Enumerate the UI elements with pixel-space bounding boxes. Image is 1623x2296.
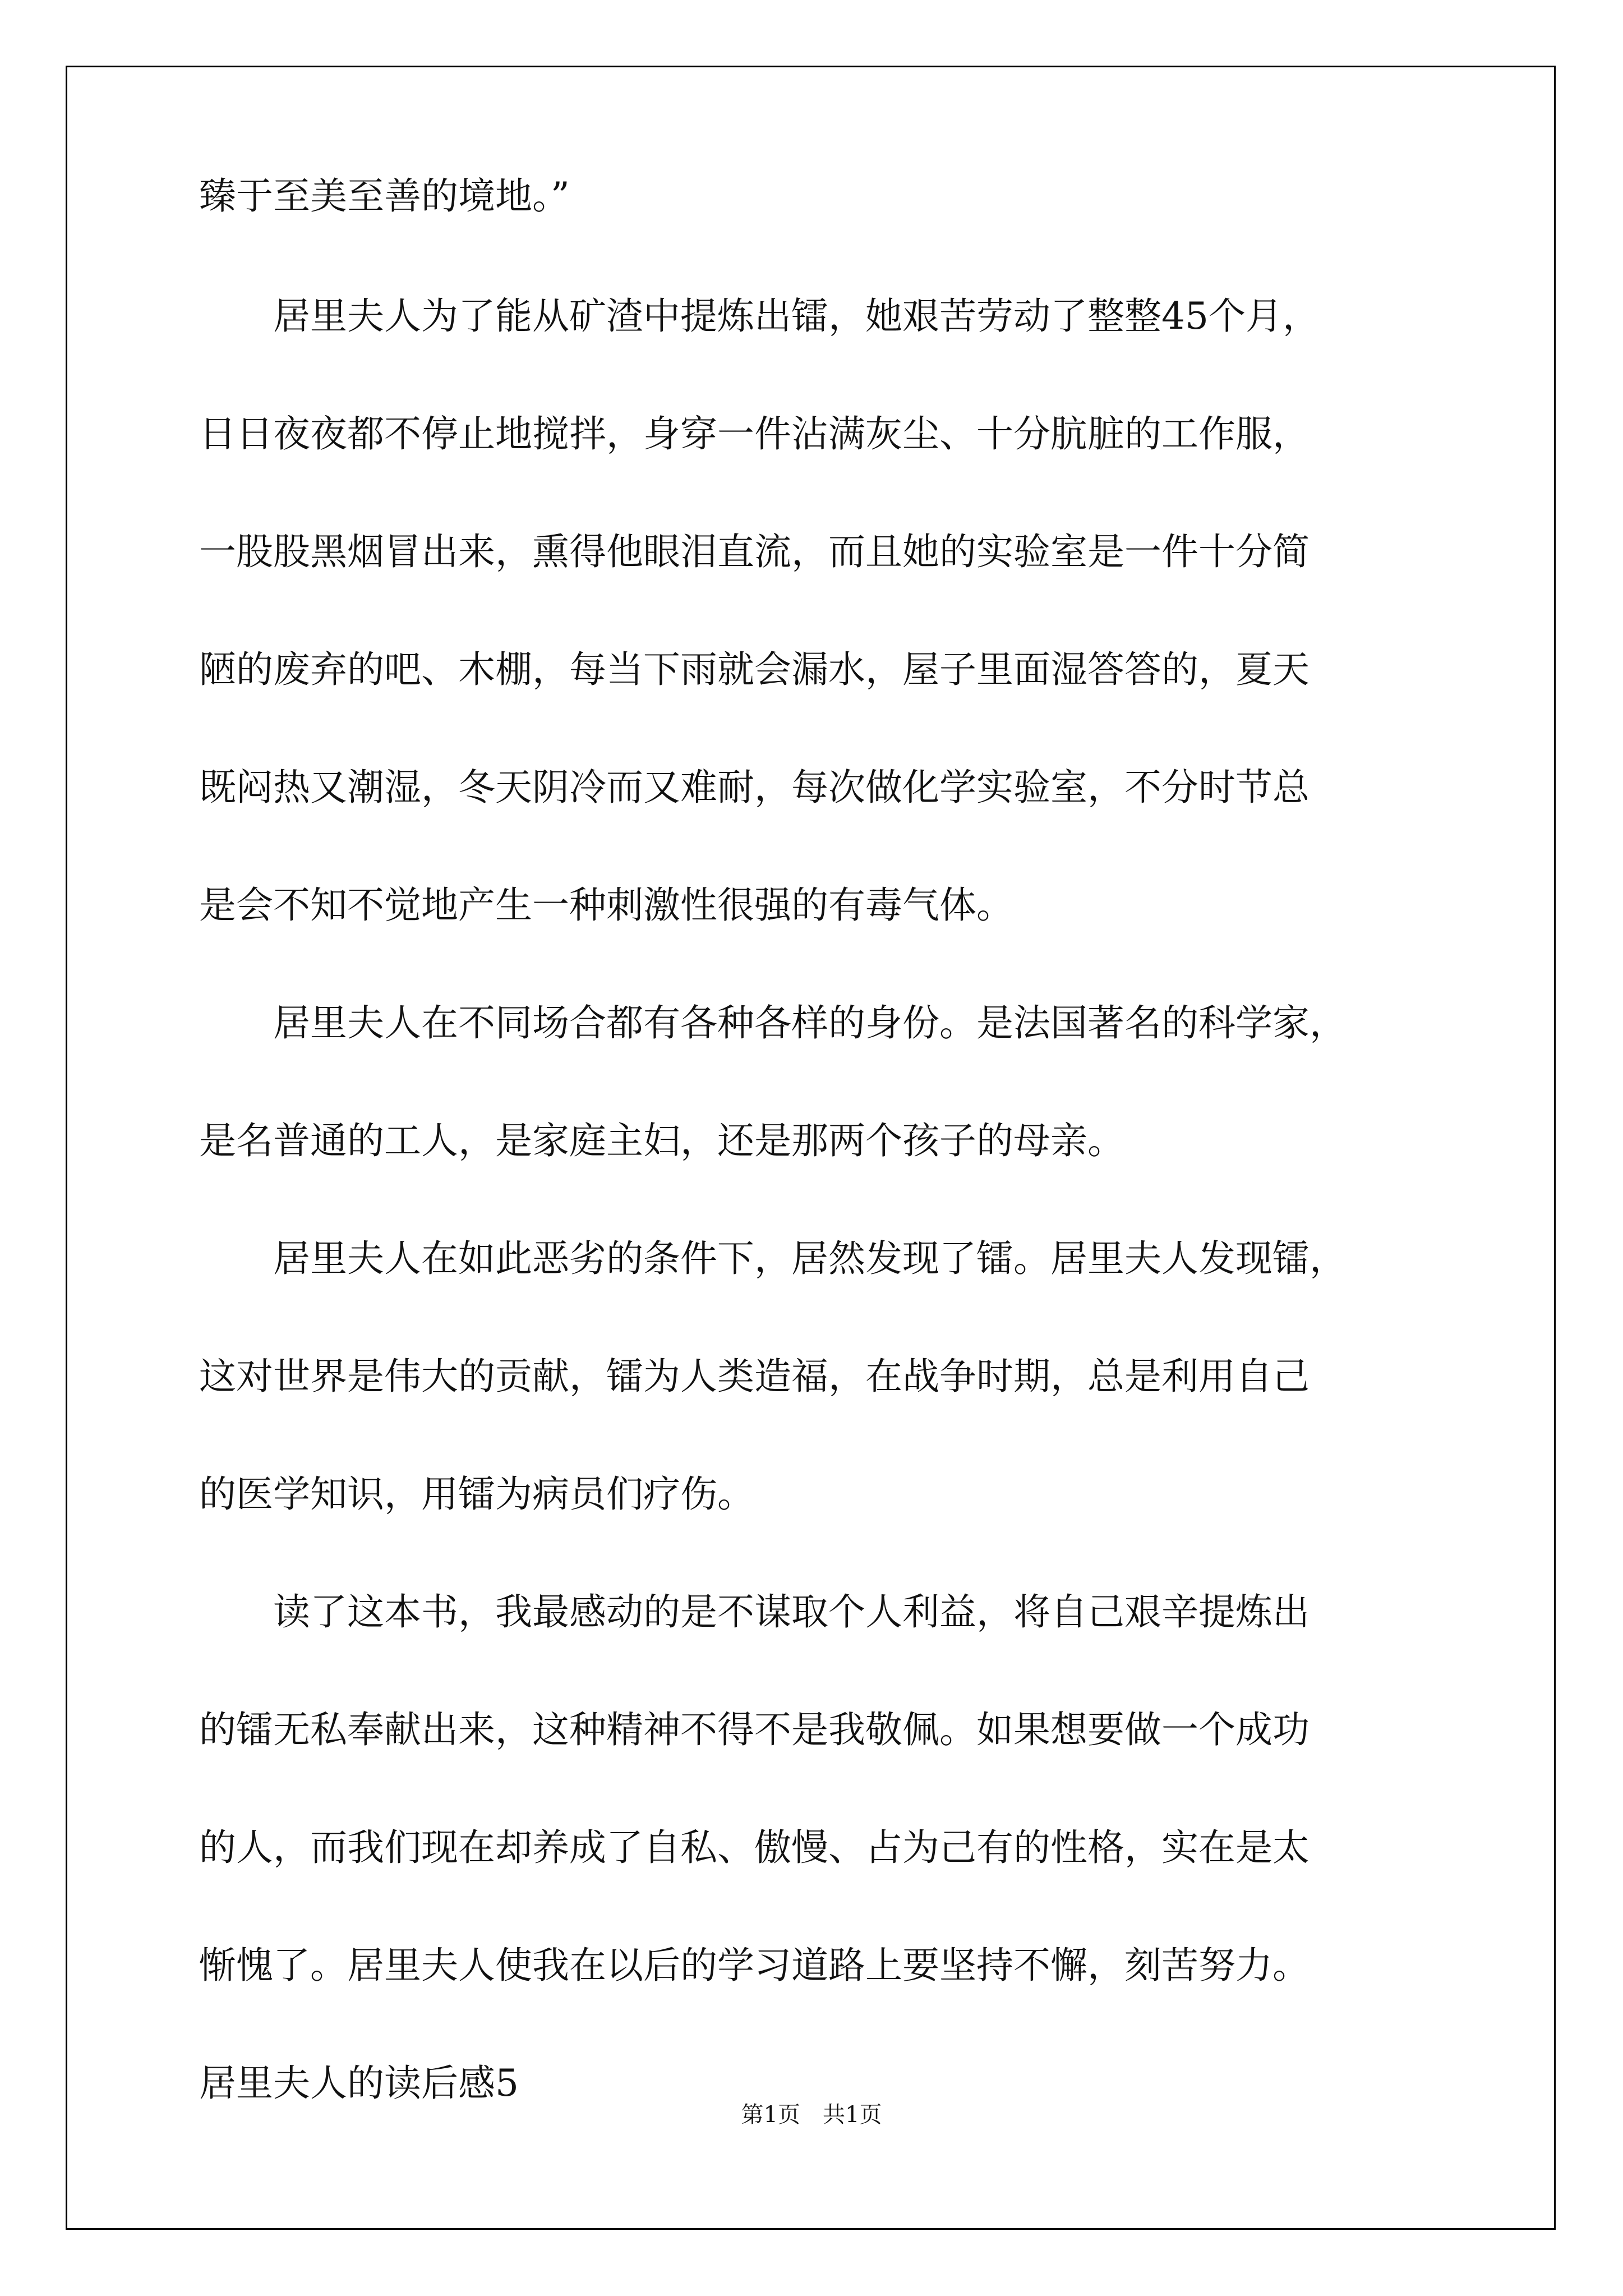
page-footer: 第1页 共1页 — [741, 2102, 882, 2128]
text-line: 日日夜夜都不停止地搅拌，身穿一件沾满灰尘、十分肮脏的工作服， — [199, 412, 1310, 455]
text-line: 是名普通的工人，是家庭主妇，还是那两个孩子的母亲。 — [199, 1119, 1124, 1162]
text-line: 既闷热又潮湿，冬天阴冷而又难耐，每次做化学实验室，不分时节总 — [199, 766, 1310, 809]
text-line: 的人，而我们现在却养成了自私、傲慢、占为己有的性格，实在是太 — [199, 1826, 1310, 1869]
text-line: 惭愧了。居里夫人使我在以后的学习道路上要坚持不懈，刻苦努力。 — [199, 1944, 1310, 1987]
text-line: 读了这本书，我最感动的是不谋取个人利益，将自己艰辛提炼出 — [199, 1590, 1310, 1634]
text-line: 居里夫人为了能从矿渣中提炼出镭，她艰苦劳动了整整45个月， — [199, 295, 1320, 338]
text-line: 臻于至美至善的境地。” — [199, 174, 570, 218]
text-line: 居里夫人在如此恶劣的条件下，居然发现了镭。居里夫人发现镭， — [199, 1237, 1347, 1280]
section-heading: 居里夫人的读后感5 — [199, 2062, 519, 2105]
text-line: 是会不知不觉地产生一种刺激性很强的有毒气体。 — [199, 884, 1013, 927]
text-line: 陋的废弃的吧、木棚，每当下雨就会漏水，屋子里面湿答答的，夏天 — [199, 648, 1310, 691]
text-line: 的镭无私奉献出来，这种精神不得不是我敬佩。如果想要做一个成功 — [199, 1708, 1310, 1751]
text-line: 的医学知识，用镭为病员们疗伤。 — [199, 1473, 754, 1516]
text-line: 居里夫人在不同场合都有各种各样的身份。是法国著名的科学家， — [199, 1001, 1347, 1045]
text-line: 一股股黑烟冒出来，熏得他眼泪直流，而且她的实验室是一件十分简 — [199, 530, 1310, 573]
text-line: 这对世界是伟大的贡献，镭为人类造福，在战争时期，总是利用自己 — [199, 1355, 1310, 1398]
